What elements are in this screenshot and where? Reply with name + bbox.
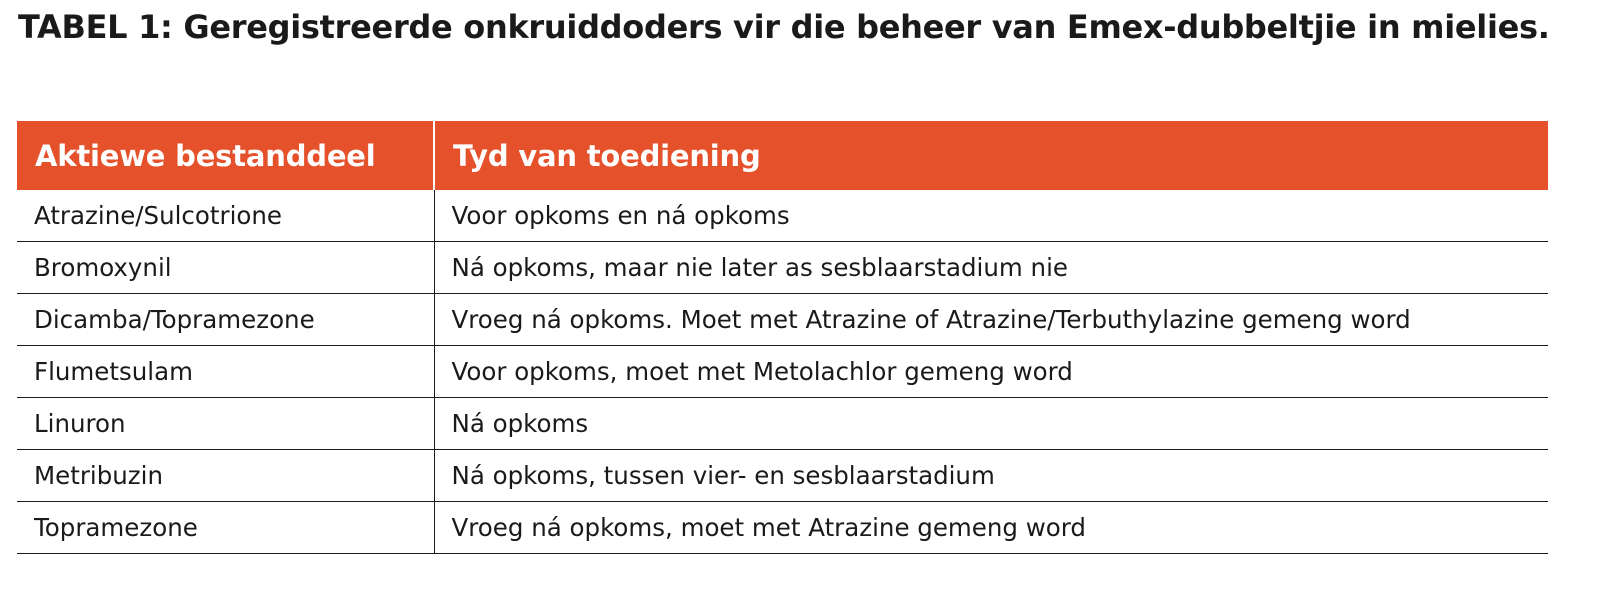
- table-row: [17, 190, 1548, 242]
- table-row: [17, 502, 1548, 554]
- table-row: [17, 346, 1548, 398]
- active-ingredient-cell: Atrazine/Sulcotrione: [17, 190, 434, 242]
- active-ingredient-cell: Metribuzin: [17, 450, 434, 502]
- active-ingredient-cell: Flumetsulam: [17, 346, 434, 398]
- application-time-cell: Voor opkoms en ná opkoms: [451, 201, 790, 230]
- active-ingredient-cell: Bromoxynil: [17, 242, 434, 294]
- column-header-active-ingredient: Aktiewe bestanddeel: [17, 121, 434, 190]
- application-time-cell: Ná opkoms, maar nie later as sesblaarstadium nie: [434, 242, 1548, 294]
- application-time-cell: Voor opkoms, moet met Metolachlor gemeng word: [434, 346, 1548, 398]
- application-time-cell: Ná opkoms: [434, 398, 1548, 450]
- table-row: [17, 398, 1548, 450]
- table-title: TABEL 1: Geregistreerde onkruiddoders vir die beheer van Emex-dubbeltjie in mielies.: [18, 8, 1550, 46]
- active-ingredient-cell: Linuron: [17, 398, 434, 450]
- table-header-row: [17, 121, 1548, 190]
- column-header-application-time: Tyd van toediening: [434, 121, 1548, 190]
- herbicide-table: [17, 121, 1548, 554]
- active-ingredient-cell: Dicamba/Topramezone: [17, 294, 434, 346]
- table-row: [17, 294, 1548, 346]
- table-row: [17, 450, 1548, 502]
- application-time-cell: Vroeg ná opkoms. Moet met Atrazine of Atrazine/Terbuthylazine gemeng word: [434, 294, 1548, 346]
- active-ingredient-cell: Topramezone: [17, 502, 434, 554]
- table-row: [17, 242, 1548, 294]
- application-time-cell: Ná opkoms, tussen vier- en sesblaarstadium: [434, 450, 1548, 502]
- application-time-cell: Vroeg ná opkoms, moet met Atrazine gemeng word: [434, 502, 1548, 554]
